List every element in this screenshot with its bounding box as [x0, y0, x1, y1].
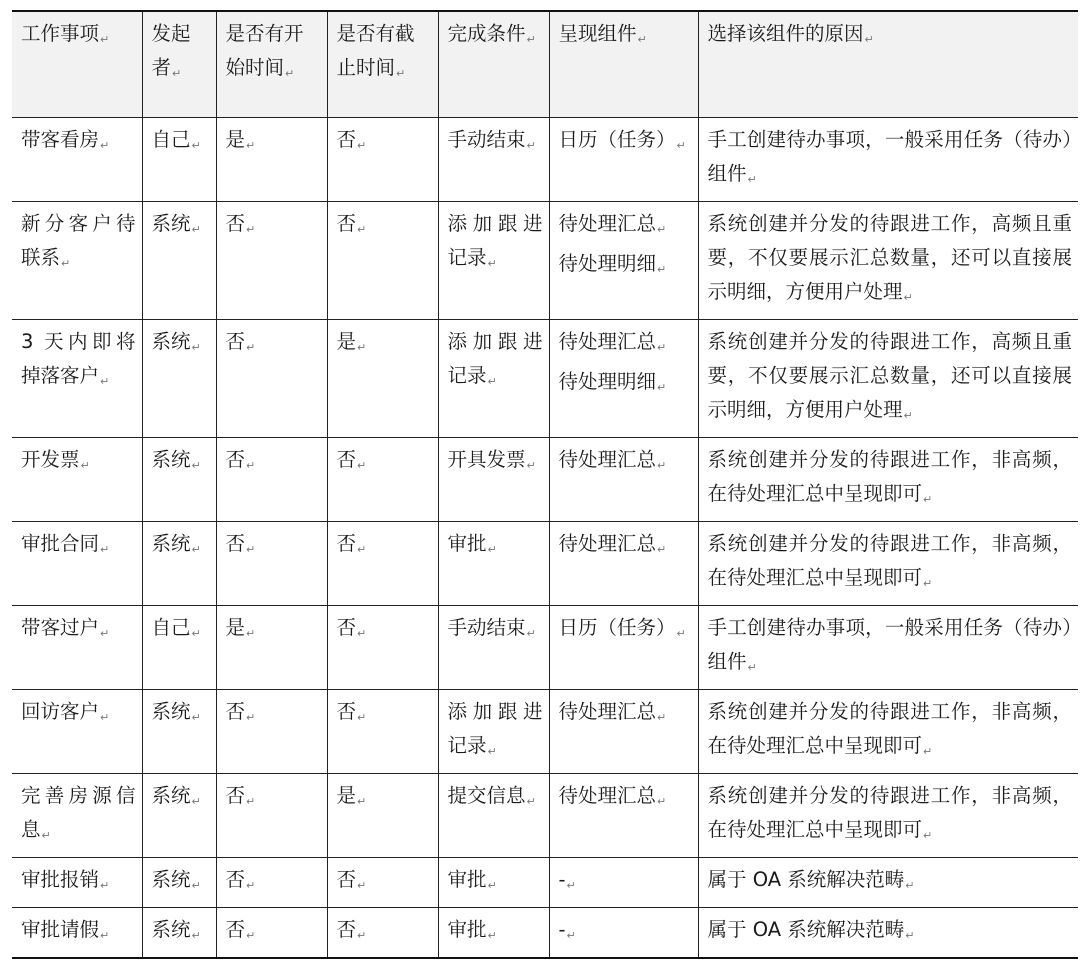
paragraph-mark: ↵ [191, 542, 201, 556]
table-row [12, 689, 1078, 773]
header-cell: 选择该组件的原因↵ [698, 11, 1078, 117]
cell-text: 待处理汇总 [558, 329, 657, 353]
table-cell [438, 437, 549, 521]
paragraph-mark: ↵ [41, 828, 51, 842]
paragraph-mark: ↵ [191, 458, 201, 472]
paragraph-mark: ↵ [657, 262, 667, 276]
cell-text: 系统 [151, 867, 191, 891]
paragraph-mark: ↵ [526, 458, 536, 472]
paragraph-mark: ↵ [80, 458, 90, 472]
cell-text: 否 [225, 867, 246, 891]
cell-text: 是 [336, 783, 357, 807]
table-cell [142, 605, 216, 689]
cell-text: 否 [336, 917, 357, 941]
cell-text: 添加跟进记录 [447, 329, 543, 387]
cell-text: 手动结束 [447, 127, 526, 151]
table-cell [438, 857, 549, 907]
table-row [12, 319, 1078, 437]
table-cell [698, 521, 1078, 605]
table-cell [698, 437, 1078, 521]
paragraph-mark: ↵ [191, 626, 201, 640]
table-cell [142, 437, 216, 521]
table-cell [216, 857, 327, 907]
table-row [12, 437, 1078, 521]
cell-text: 日历（任务） [558, 615, 676, 639]
cell-text: 开具发票 [447, 447, 526, 471]
table-cell [327, 521, 438, 605]
table-row [12, 857, 1078, 907]
cell-text: 系统 [151, 783, 191, 807]
paragraph-mark: ↵ [923, 744, 933, 758]
table-row [12, 117, 1078, 201]
paragraph-mark: ↵ [487, 928, 497, 942]
cell-text: 自己 [151, 615, 191, 639]
table-row [12, 605, 1078, 689]
cell-text: 否 [336, 867, 357, 891]
cell-text: 待处理明细 [558, 251, 657, 275]
table-cell [327, 117, 438, 201]
paragraph-mark: ↵ [905, 878, 915, 892]
table-cell [438, 521, 549, 605]
cell-text: 3 天内即将掉落客户 [21, 329, 136, 387]
paragraph-mark: ↵ [487, 878, 497, 892]
cell-text: 带客过户 [21, 615, 100, 639]
paragraph-mark: ↵ [246, 710, 256, 724]
cell-text: 是 [225, 127, 246, 151]
paragraph-mark: ↵ [923, 576, 933, 590]
cell-text: 否 [225, 917, 246, 941]
table-cell [142, 857, 216, 907]
cell-text: 待处理汇总 [558, 699, 657, 723]
paragraph-mark: ↵ [357, 626, 367, 640]
cell-text: 待处理汇总 [558, 783, 657, 807]
paragraph-mark: ↵ [657, 222, 667, 236]
table-cell [438, 319, 549, 437]
paragraph-mark: ↵ [246, 794, 256, 808]
paragraph-mark: ↵ [100, 928, 110, 942]
paragraph-mark: ↵ [357, 458, 367, 472]
header-cell: 发起者↵ [142, 11, 216, 117]
table-body [12, 117, 1078, 958]
table-cell [698, 319, 1078, 437]
cell-text: 审批请假 [21, 917, 100, 941]
cell-text: 系统 [151, 699, 191, 723]
paragraph-mark: ↵ [357, 542, 367, 556]
paragraph-mark: ↵ [191, 710, 201, 724]
table-cell [142, 201, 216, 319]
table-cell [549, 907, 698, 958]
paragraph-mark: ↵ [487, 256, 497, 270]
table-cell [142, 319, 216, 437]
cell-text: 待处理汇总 [558, 447, 657, 471]
table-cell [698, 201, 1078, 319]
table-cell [12, 857, 142, 907]
cell-text: 系统创建并分发的待跟进工作，高频且重要，不仅要展示汇总数量，还可以直接展示明细，方便用户处理 [707, 211, 1072, 303]
table-cell [698, 117, 1078, 201]
table-cell [142, 773, 216, 857]
table-cell [142, 117, 216, 201]
paragraph-mark: ↵ [747, 660, 757, 674]
table-header-row [12, 11, 1078, 117]
table-cell [698, 605, 1078, 689]
header-cell: 是否有开始时间↵ [216, 11, 327, 117]
paragraph-mark: ↵ [923, 492, 933, 506]
table-cell [549, 605, 698, 689]
cell-text: 系统 [151, 531, 191, 555]
table-cell [698, 907, 1078, 958]
paragraph-mark: ↵ [246, 626, 256, 640]
paragraph-mark: ↵ [676, 138, 686, 152]
cell-text: 审批报销 [21, 867, 100, 891]
paragraph-mark: ↵ [657, 542, 667, 556]
paragraph-mark: ↵ [357, 928, 367, 942]
table-cell [549, 773, 698, 857]
cell-text: 否 [336, 531, 357, 555]
cell-text: 带客看房 [21, 127, 100, 151]
table-cell [142, 521, 216, 605]
table-cell [12, 319, 142, 437]
table-cell [327, 907, 438, 958]
table-cell [216, 437, 327, 521]
table-cell [549, 521, 698, 605]
paragraph-mark: ↵ [191, 340, 201, 354]
paragraph-mark: ↵ [526, 626, 536, 640]
table-cell [327, 319, 438, 437]
table-cell [12, 773, 142, 857]
cell-text: 系统创建并分发的待跟进工作，非高频，在待处理汇总中呈现即可 [707, 447, 1072, 505]
paragraph-mark: ↵ [246, 222, 256, 236]
paragraph-mark: ↵ [357, 794, 367, 808]
table-cell [12, 907, 142, 958]
header-cell: 完成条件↵ [438, 11, 549, 117]
cell-text: 系统 [151, 211, 191, 235]
table-cell [12, 689, 142, 773]
cell-text: 否 [225, 531, 246, 555]
table-cell [142, 689, 216, 773]
table-cell [549, 857, 698, 907]
table-cell [698, 857, 1078, 907]
work-items-table [12, 10, 1078, 959]
cell-text: 系统创建并分发的待跟进工作，非高频，在待处理汇总中呈现即可 [707, 699, 1072, 757]
cell-text: 否 [225, 329, 246, 353]
cell-text: 待处理明细 [558, 369, 657, 393]
paragraph-mark: ↵ [191, 222, 201, 236]
paragraph-mark: ↵ [191, 928, 201, 942]
cell-text: 手动结束 [447, 615, 526, 639]
paragraph-mark: ↵ [566, 928, 576, 942]
paragraph-mark: ↵ [100, 542, 110, 556]
table-cell [216, 605, 327, 689]
paragraph-mark: ↵ [747, 172, 757, 186]
table-row [12, 907, 1078, 958]
cell-text: 审批合同 [21, 531, 100, 555]
cell-text: 否 [336, 211, 357, 235]
paragraph-mark: ↵ [191, 878, 201, 892]
cell-text: 审批 [447, 867, 487, 891]
table-cell [698, 689, 1078, 773]
paragraph-mark: ↵ [905, 928, 915, 942]
header-cell: 是否有截止时间↵ [327, 11, 438, 117]
paragraph-mark: ↵ [487, 374, 497, 388]
cell-text: 属于 OA 系统解决范畴 [707, 917, 905, 941]
table-row [12, 201, 1078, 319]
table-cell [438, 689, 549, 773]
table-cell [216, 117, 327, 201]
paragraph-mark: ↵ [487, 744, 497, 758]
table-cell [12, 605, 142, 689]
header-cell: 工作事项↵ [12, 11, 142, 117]
paragraph-mark: ↵ [191, 794, 201, 808]
paragraph-mark: ↵ [487, 542, 497, 556]
paragraph-mark: ↵ [100, 374, 110, 388]
paragraph-mark: ↵ [657, 380, 667, 394]
table-cell [216, 773, 327, 857]
cell-text: 系统创建并分发的待跟进工作，高频且重要，不仅要展示汇总数量，还可以直接展示明细，方便用户处理 [707, 329, 1072, 421]
cell-text: 自己 [151, 127, 191, 151]
table-cell [12, 521, 142, 605]
table-row [12, 521, 1078, 605]
paragraph-mark: ↵ [526, 794, 536, 808]
table-cell [142, 907, 216, 958]
table-cell [216, 689, 327, 773]
cell-text: 系统创建并分发的待跟进工作，非高频，在待处理汇总中呈现即可 [707, 783, 1072, 841]
paragraph-mark: ↵ [357, 138, 367, 152]
paragraph-mark: ↵ [246, 340, 256, 354]
table-cell [216, 201, 327, 319]
paragraph-mark: ↵ [246, 928, 256, 942]
cell-text: 添加跟进记录 [447, 699, 543, 757]
table-cell [698, 773, 1078, 857]
paragraph-mark: ↵ [903, 408, 913, 422]
cell-text: 待处理汇总 [558, 211, 657, 235]
cell-text: - [558, 917, 566, 941]
table-cell [327, 857, 438, 907]
paragraph-mark: ↵ [357, 340, 367, 354]
cell-text: 添加跟进记录 [447, 211, 543, 269]
table-cell [549, 201, 698, 319]
cell-text: 属于 OA 系统解决范畴 [707, 867, 905, 891]
table-cell [327, 689, 438, 773]
paragraph-mark: ↵ [246, 542, 256, 556]
table-cell [438, 773, 549, 857]
paragraph-mark: ↵ [657, 340, 667, 354]
paragraph-mark: ↵ [566, 878, 576, 892]
cell-text: 提交信息 [447, 783, 526, 807]
paragraph-mark: ↵ [100, 878, 110, 892]
paragraph-mark: ↵ [903, 290, 913, 304]
cell-text: 待处理汇总 [558, 531, 657, 555]
cell-text: 系统创建并分发的待跟进工作，非高频，在待处理汇总中呈现即可 [707, 531, 1072, 589]
cell-text: 审批 [447, 917, 487, 941]
cell-text: 系统 [151, 329, 191, 353]
paragraph-mark: ↵ [246, 458, 256, 472]
cell-text: 否 [336, 447, 357, 471]
table-cell [438, 201, 549, 319]
cell-text: 系统 [151, 917, 191, 941]
table-cell [549, 437, 698, 521]
table-row [12, 773, 1078, 857]
paragraph-mark: ↵ [657, 458, 667, 472]
cell-text: 回访客户 [21, 699, 100, 723]
paragraph-mark: ↵ [61, 256, 71, 270]
table-cell [216, 319, 327, 437]
cell-text: 手工创建待办事项，一般采用任务（待办）组件 [707, 615, 1072, 673]
cell-text: 否 [336, 699, 357, 723]
cell-text: 开发票 [21, 447, 80, 471]
table-cell [12, 201, 142, 319]
cell-text: 系统 [151, 447, 191, 471]
table-cell [327, 201, 438, 319]
cell-text: 手工创建待办事项，一般采用任务（待办）组件 [707, 127, 1072, 185]
cell-text: 否 [225, 783, 246, 807]
cell-text: 否 [225, 447, 246, 471]
paragraph-mark: ↵ [657, 794, 667, 808]
table-cell [438, 605, 549, 689]
table-cell [549, 689, 698, 773]
cell-text: 否 [225, 699, 246, 723]
table-cell [216, 521, 327, 605]
cell-text: 完善房源信息 [21, 783, 136, 841]
paragraph-mark: ↵ [246, 878, 256, 892]
cell-text: - [558, 867, 566, 891]
table-cell [327, 773, 438, 857]
cell-text: 是 [336, 329, 357, 353]
table-cell [327, 437, 438, 521]
paragraph-mark: ↵ [923, 828, 933, 842]
table-cell [12, 437, 142, 521]
table-cell [549, 117, 698, 201]
cell-text: 是 [225, 615, 246, 639]
cell-text: 日历（任务） [558, 127, 676, 151]
table-cell [438, 907, 549, 958]
table-cell [327, 605, 438, 689]
table-cell [438, 117, 549, 201]
paragraph-mark: ↵ [246, 138, 256, 152]
paragraph-mark: ↵ [191, 138, 201, 152]
paragraph-mark: ↵ [100, 626, 110, 640]
paragraph-mark: ↵ [357, 878, 367, 892]
cell-text: 审批 [447, 531, 487, 555]
cell-text: 新分客户待联系 [21, 211, 136, 269]
paragraph-mark: ↵ [676, 626, 686, 640]
table-cell [216, 907, 327, 958]
paragraph-mark: ↵ [100, 138, 110, 152]
document-table-container [12, 10, 1078, 959]
cell-text: 否 [225, 211, 246, 235]
header-cell: 呈现组件↵ [549, 11, 698, 117]
paragraph-mark: ↵ [526, 138, 536, 152]
paragraph-mark: ↵ [100, 710, 110, 724]
cell-text: 否 [336, 127, 357, 151]
paragraph-mark: ↵ [357, 222, 367, 236]
table-cell [12, 117, 142, 201]
paragraph-mark: ↵ [657, 710, 667, 724]
cell-text: 否 [336, 615, 357, 639]
paragraph-mark: ↵ [357, 710, 367, 724]
table-cell [549, 319, 698, 437]
